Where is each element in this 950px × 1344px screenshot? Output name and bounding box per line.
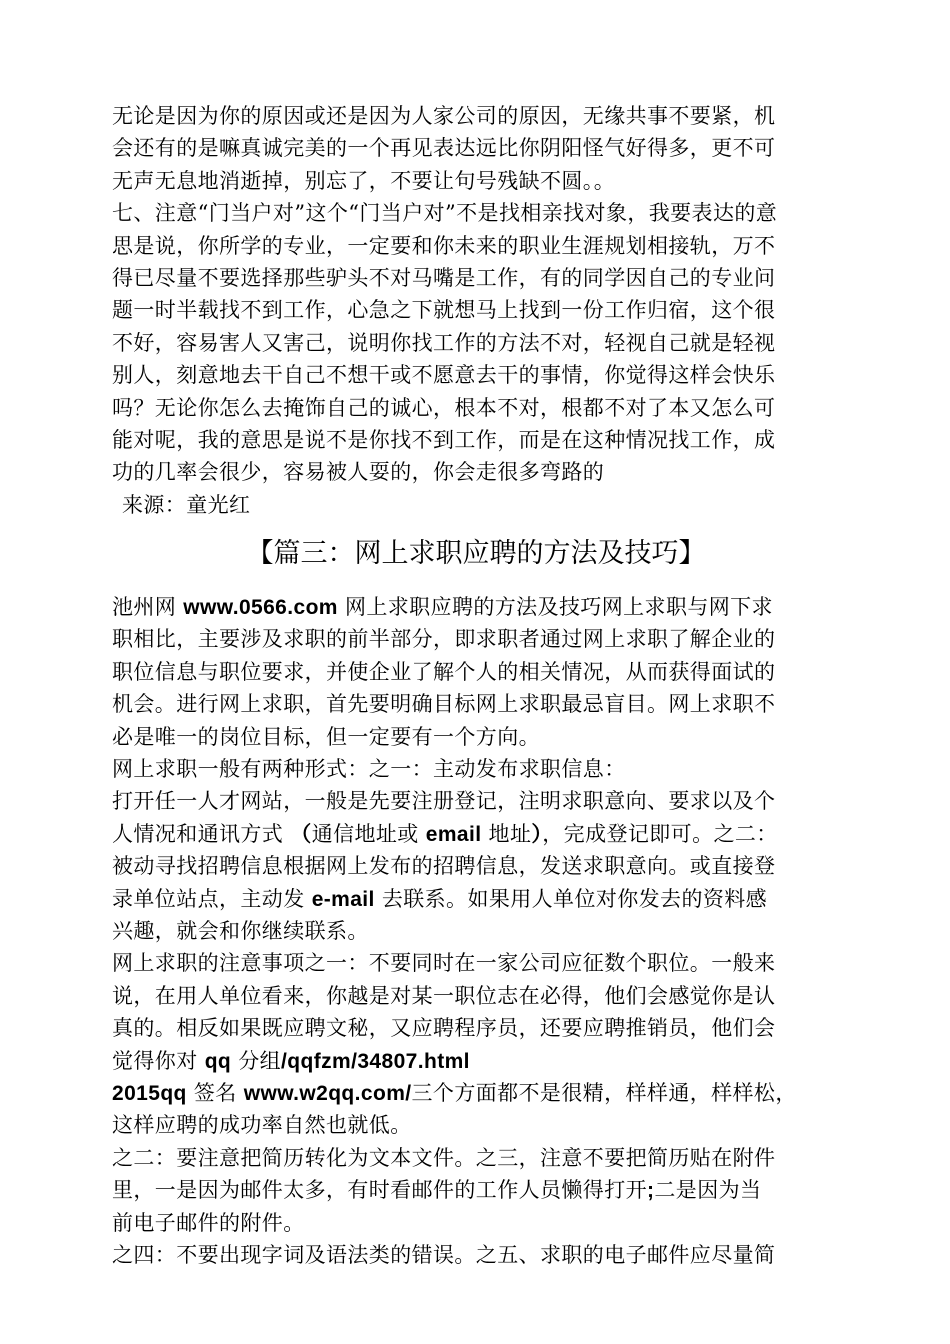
text-line: 真的。相反如果既应聘文秘，又应聘程序员，还要应聘推销员，他们会	[112, 1016, 776, 1041]
text-line: 职位信息与职位要求，并使企业了解个人的相关情况，从而获得面试的	[112, 659, 776, 684]
paren-close: ）	[531, 822, 543, 846]
text-line: 题一时半载找不到工作，心急之下就想马上找到一份工作归宿，这个很	[112, 298, 776, 323]
text-line: 不好，容易害人又害己，说明你找工作的方法不对，轻视自己就是轻视	[112, 330, 776, 355]
website-link: www.w2qq.com/	[243, 1081, 412, 1105]
website-link: www.0566.com	[183, 596, 338, 620]
section-heading: 【篇三：网上求职应聘的方法及技巧】	[246, 538, 706, 570]
text-line: 吗？无论你怎么去掩饰自己的诚心，根本不对，根都不对了本又怎么可	[112, 395, 776, 420]
text-line: 被动寻找招聘信息根据网上发布的招聘信息，发送求职意向。或直接登	[112, 854, 776, 879]
text-span: 觉得你对	[112, 1048, 205, 1073]
text-line: 前电子邮件的附件。	[112, 1210, 305, 1235]
text-span: 三个方面都不是很精，样样通，样样松，	[411, 1080, 797, 1105]
text-line: 七、注意“门当户对”这个“门当户对”不是找相亲找对象，我要表达的意	[112, 201, 778, 226]
text-line: 必是唯一的岗位目标，但一定要有一个方向。	[112, 724, 540, 749]
text-span: 网上求职应聘的方法及技巧网上求职与网下求	[337, 595, 773, 620]
text-line: 之二：要注意把简历转化为文本文件。之三，注意不要把简历贴在附件	[112, 1145, 776, 1170]
text-span: 录单位站点，主动发	[112, 886, 312, 911]
text-line: 说，在用人单位看来，你越是对某一职位志在必得，他们会感觉你是认	[112, 983, 776, 1008]
text-line	[112, 591, 840, 623]
text-span: 去联系。如果用人单位对你发去的资料感	[374, 886, 768, 911]
text-line: 无论是因为你的原因或还是因为人家公司的原因，无缘共事不要紧，机	[112, 104, 776, 128]
text-line: 网上求职一般有两种形式：之一：主动发布求职信息：	[112, 757, 626, 782]
text-line: 这样应聘的成功率自然也就低。	[112, 1113, 412, 1138]
text-span: 地址	[481, 821, 532, 846]
text-line: 之四：不要出现字词及语法类的错误。之五、求职的电子邮件应尽量简	[112, 1242, 776, 1267]
email-word: email	[425, 822, 482, 846]
document-page	[112, 100, 840, 1271]
text-line: 能对呢，我的意思是说不是你找不到工作，而是在这种情况找工作，成	[112, 427, 776, 452]
text-line	[112, 1077, 840, 1109]
text-line	[112, 1174, 840, 1206]
url-path: /qqfzm/34807.html	[281, 1049, 470, 1073]
text-line: 打开任一人才网站，一般是先要注册登记，注明求职意向、要求以及个	[112, 789, 776, 814]
text-span: 里，一是因为邮件太多，有时看邮件的工作人员懒得打开	[112, 1178, 647, 1203]
source-line: 来源：童光红	[122, 492, 251, 517]
text-span: 人情况和通讯方式	[112, 821, 291, 846]
paren-open: （	[290, 822, 312, 846]
text-span: 池州网	[112, 595, 184, 620]
email-word: e-mail	[311, 887, 375, 911]
text-line: 别人，刻意地去干自己不想干或不愿意去干的事情，你觉得这样会快乐	[112, 363, 776, 388]
text-line: 兴趣，就会和你继续联系。	[112, 918, 369, 943]
text-line: 无声无息地消逝掉，别忘了，不要让句号残缺不圆。。	[112, 168, 616, 193]
qq-year-word: 2015qq	[112, 1081, 187, 1105]
text-span: 二是因为当	[654, 1178, 762, 1203]
text-line: 网上求职的注意事项之一：不要同时在一家公司应征数个职位。一般来	[112, 951, 776, 976]
text-line: 职相比，主要涉及求职的前半部分，即求职者通过网上求职了解企业的	[112, 627, 776, 652]
text-line	[112, 1045, 840, 1077]
text-span: 分组	[231, 1048, 282, 1073]
text-line	[112, 818, 840, 850]
text-span: 通信地址或	[311, 821, 426, 846]
text-span: ，完成登记即可。之二：	[542, 821, 778, 846]
text-line	[112, 883, 840, 915]
text-line: 会还有的是嘛真诚完美的一个再见表达远比你阴阳怪气好得多，更不可	[112, 136, 776, 161]
text-line: 机会。进行网上求职，首先要明确目标网上求职最忌盲目。网上求职不	[112, 692, 776, 717]
qq-word: qq	[204, 1049, 232, 1073]
text-span: 签名	[186, 1080, 244, 1105]
text-line: 思是说，你所学的专业，一定要和你未来的职业生涯规划相接轨，万不	[112, 233, 776, 258]
text-line: 得已尽量不要选择那些驴头不对马嘴是工作，有的同学因自己的专业问	[112, 265, 776, 290]
text-line: 功的几率会很少，容易被人耍的，你会走很多弯路的	[112, 460, 605, 485]
semicolon: ;	[647, 1179, 655, 1203]
